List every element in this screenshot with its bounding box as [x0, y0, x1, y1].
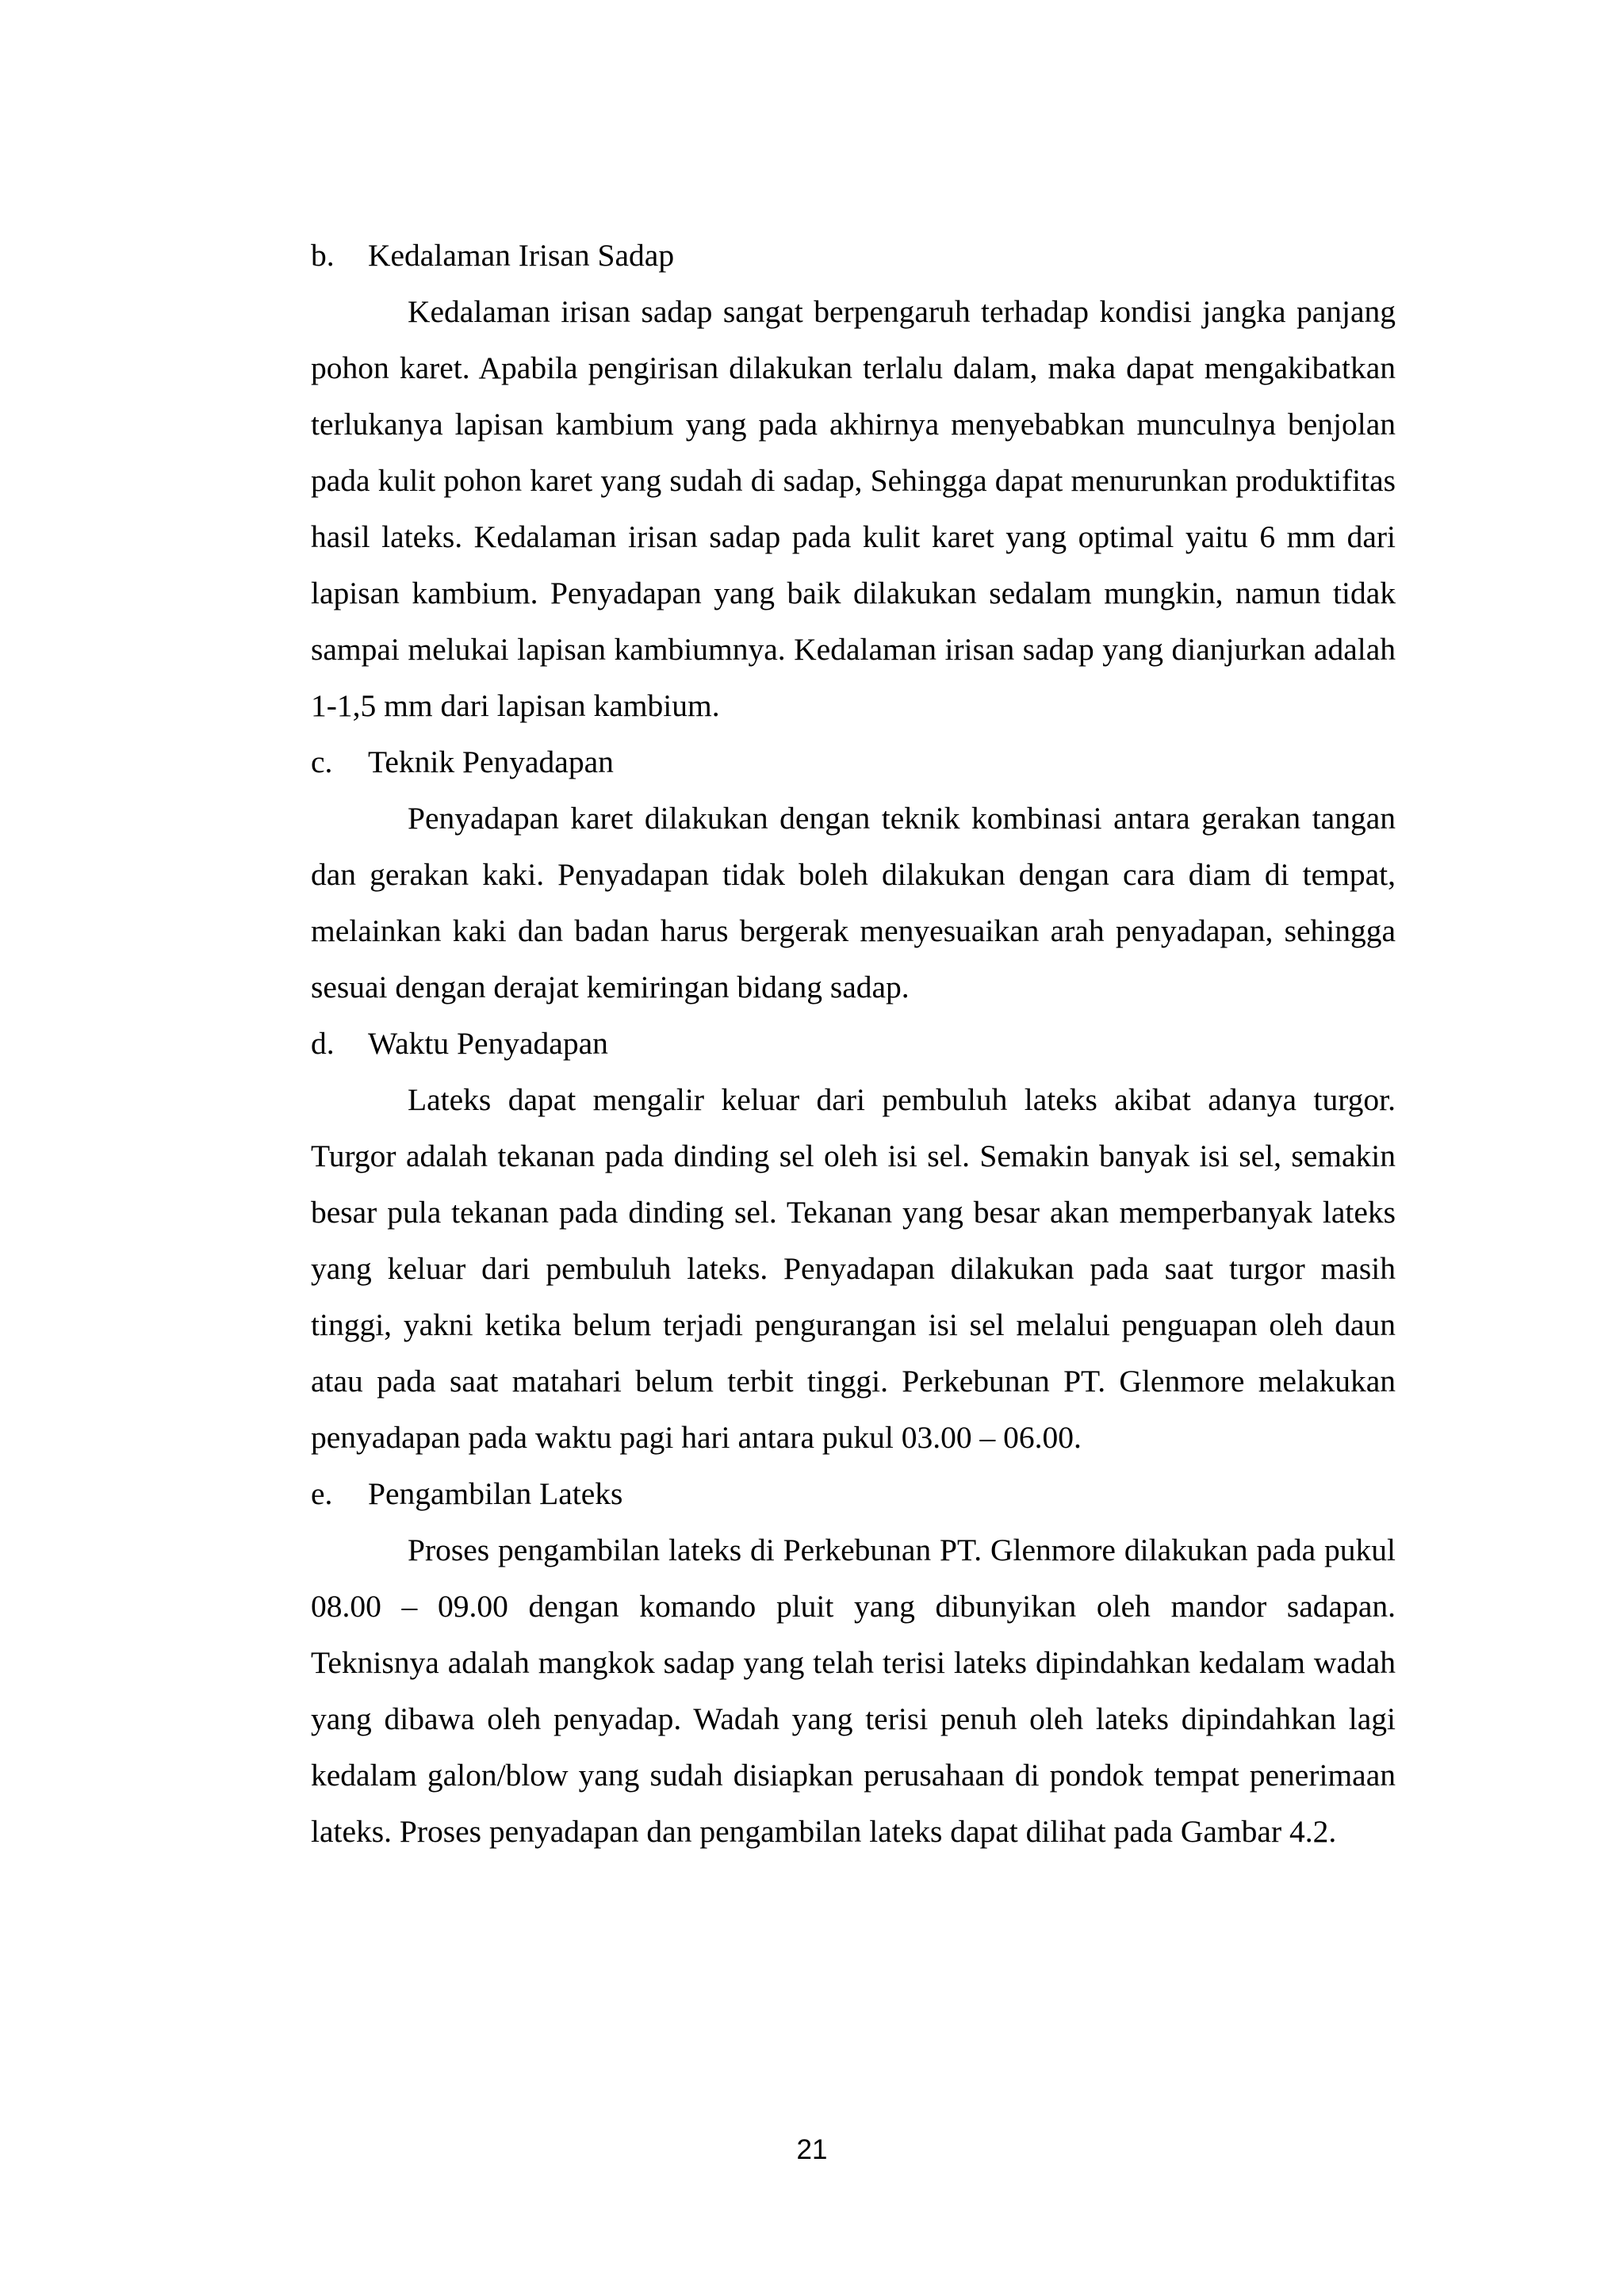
section-letter: e. — [311, 1476, 333, 1511]
section-letter: b. — [311, 238, 335, 273]
section-title: Pengambilan Lateks — [368, 1476, 623, 1511]
section-heading-d — [311, 1016, 1396, 1072]
section-title: Teknik Penyadapan — [368, 744, 614, 779]
section-heading-c — [311, 734, 1396, 790]
document-body — [311, 228, 1396, 1860]
section-paragraph-e: Proses pengambilan lateks di Perkebunan PT. Glenmore dilakukan pada pukul 08.00 – 09.00 dengan komando pluit yang dibunyikan oleh mandor sadapan. Teknisnya adalah mangkok sadap yang telah terisi lateks dipindahkan kedalam wadah yang dibawa oleh penyadap. Wadah yang terisi penuh oleh lateks dipindahkan lagi kedalam galon/blow yang sudah disiapkan perusahaan di pondok tempat penerimaan lateks. Proses penyadapan dan pengambilan lateks dapat dilihat pada Gambar 4.2. — [311, 1533, 1396, 1849]
section-paragraph-b: Kedalaman irisan sadap sangat berpengaruh terhadap kondisi jangka panjang pohon karet. Apabila pengirisan dilakukan terlalu dalam, maka dapat mengakibatkan terlukanya lapisan kambium yang pada akhirnya menyebabkan munculnya benjolan pada kulit pohon karet yang sudah di sadap, Sehingga dapat menurunkan produktifitas hasil lateks. Kedalaman irisan sadap pada kulit karet yang optimal yaitu 6 mm dari lapisan kambium. Penyadapan yang baik dilakukan sedalam mungkin, namun tidak sampai melukai lapisan kambiumnya. Kedalaman irisan sadap yang dianjurkan adalah 1-1,5 mm dari lapisan kambium. — [311, 294, 1396, 723]
page-number: 21 — [796, 2134, 828, 2165]
section-letter: c. — [311, 744, 333, 779]
section-heading-e — [311, 1466, 1396, 1522]
section-heading-b — [311, 228, 1396, 284]
section-title: Kedalaman Irisan Sadap — [368, 238, 675, 273]
section-title: Waktu Penyadapan — [368, 1026, 608, 1061]
section-letter: d. — [311, 1026, 335, 1061]
section-paragraph-d: Lateks dapat mengalir keluar dari pembuluh lateks akibat adanya turgor. Turgor adalah tekanan pada dinding sel oleh isi sel. Semakin banyak isi sel, semakin besar pula tekanan pada dinding sel. Tekanan yang besar akan memperbanyak lateks yang keluar dari pembuluh lateks. Penyadapan dilakukan pada saat turgor masih tinggi, yakni ketika belum terjadi pengurangan isi sel melalui penguapan oleh daun atau pada saat matahari belum terbit tinggi. Perkebunan PT. Glenmore melakukan penyadapan pada waktu pagi hari antara pukul 03.00 – 06.00. — [311, 1082, 1396, 1455]
section-paragraph-c: Penyadapan karet dilakukan dengan teknik kombinasi antara gerakan tangan dan gerakan kaki. Penyadapan tidak boleh dilakukan dengan cara diam di tempat, melainkan kaki dan badan harus bergerak menyesuaikan arah penyadapan, sehingga sesuai dengan derajat kemiringan bidang sadap. — [311, 801, 1396, 1004]
